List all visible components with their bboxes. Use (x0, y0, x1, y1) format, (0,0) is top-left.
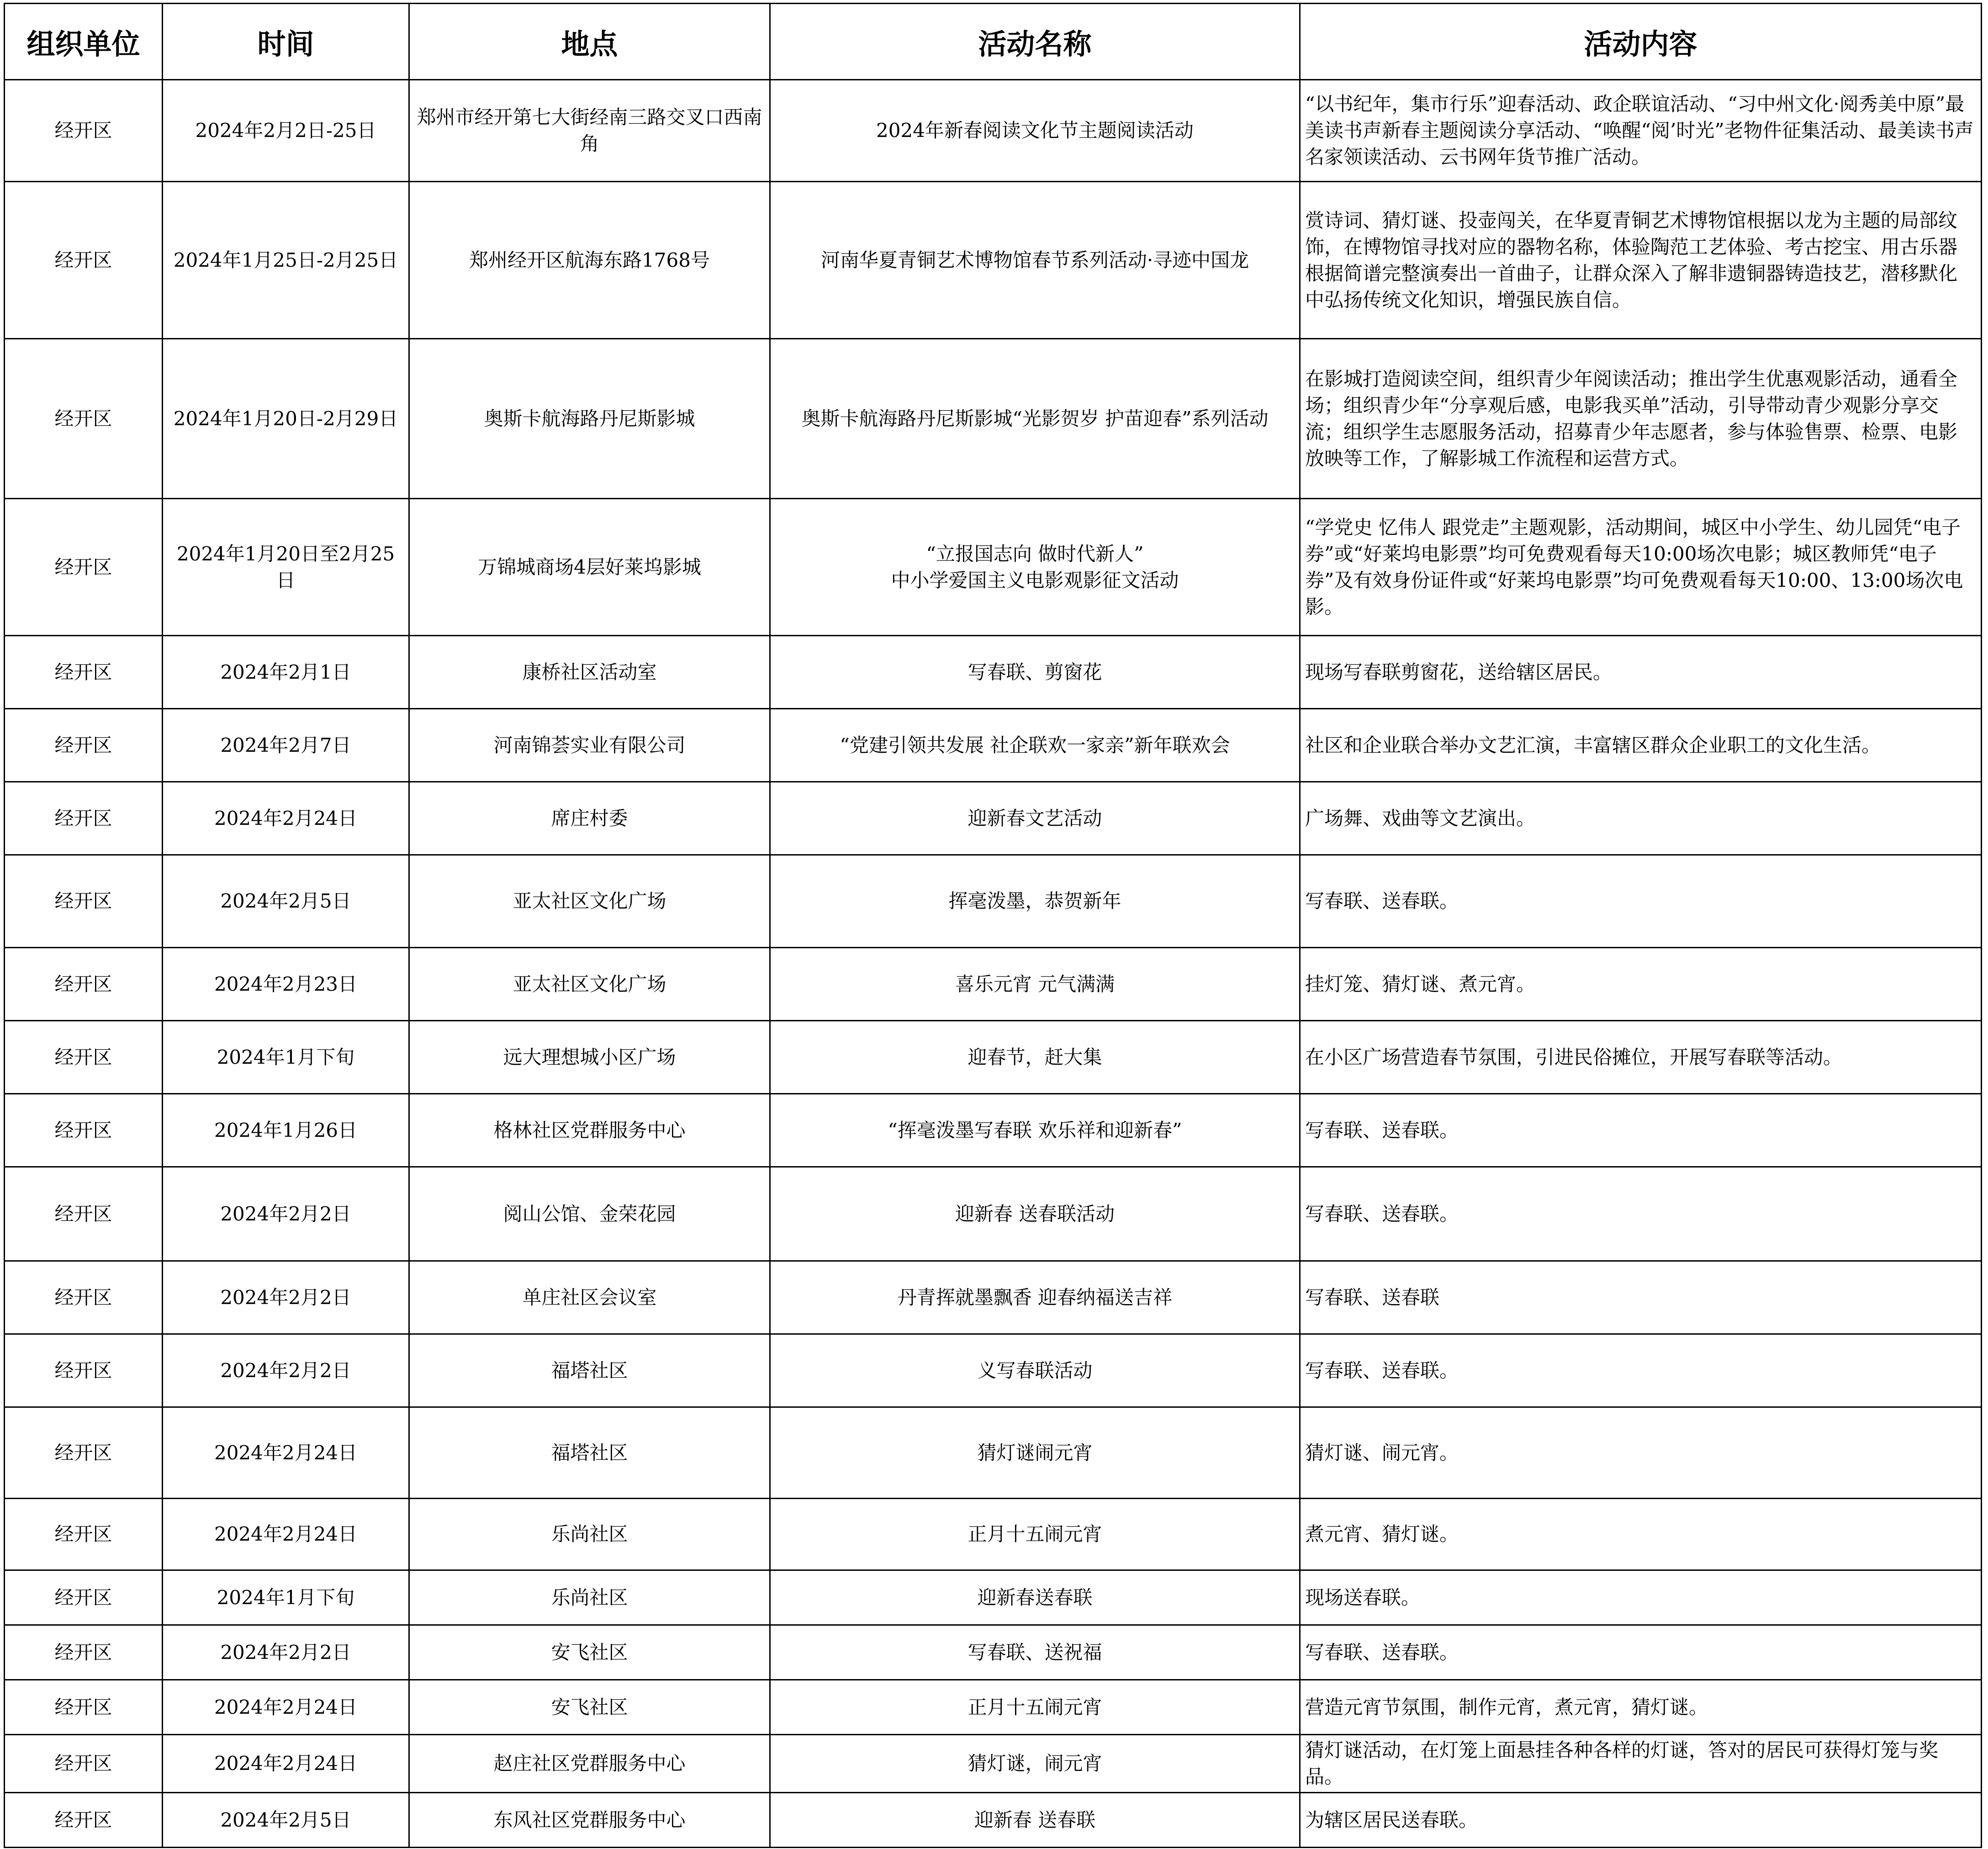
cell-activity-content: 写春联、送春联。 (1300, 1167, 1982, 1261)
cell-activity-content: 为辖区居民送春联。 (1300, 1793, 1982, 1848)
cell-unit: 经开区 (5, 1407, 163, 1499)
cell-unit: 经开区 (5, 1167, 163, 1261)
cell-activity-name: 迎新春文艺活动 (770, 782, 1300, 855)
header-activity-name: 活动名称 (770, 4, 1300, 80)
cell-unit: 经开区 (5, 782, 163, 855)
cell-place: 远大理想城小区广场 (409, 1021, 770, 1094)
cell-place: 河南锦荟实业有限公司 (409, 709, 770, 782)
cell-activity-name: 迎春节，赶大集 (770, 1021, 1300, 1094)
cell-place: 福塔社区 (409, 1407, 770, 1499)
cell-activity-content: 在小区广场营造春节氛围，引进民俗摊位，开展写春联等活动。 (1300, 1021, 1982, 1094)
activity-table (4, 3, 1982, 1848)
cell-activity-name: 丹青挥就墨飘香 迎春纳福送吉祥 (770, 1261, 1300, 1334)
cell-activity-content: 写春联、送春联。 (1300, 1334, 1982, 1407)
table-row (5, 1625, 1982, 1680)
cell-place: 万锦城商场4层好莱坞影城 (409, 499, 770, 636)
cell-place: 赵庄社区党群服务中心 (409, 1735, 770, 1793)
cell-time: 2024年2月2日 (163, 1261, 409, 1334)
cell-time: 2024年2月2日 (163, 1625, 409, 1680)
cell-activity-name: 迎新春 送春联 (770, 1793, 1300, 1848)
cell-place: 阅山公馆、金荣花园 (409, 1167, 770, 1261)
cell-place: 东风社区党群服务中心 (409, 1793, 770, 1848)
cell-unit: 经开区 (5, 1334, 163, 1407)
header-place: 地点 (409, 4, 770, 80)
cell-activity-name: 迎新春 送春联活动 (770, 1167, 1300, 1261)
cell-unit: 经开区 (5, 1499, 163, 1570)
cell-activity-name: 喜乐元宵 元气满满 (770, 948, 1300, 1021)
table-row (5, 636, 1982, 709)
header-activity-content: 活动内容 (1300, 4, 1982, 80)
table-row (5, 1680, 1982, 1735)
cell-time: 2024年1月20日至2月25日 (163, 499, 409, 636)
table-row (5, 709, 1982, 782)
cell-unit: 经开区 (5, 1570, 163, 1625)
cell-activity-content: “以书纪年，集市行乐”迎春活动、政企联谊活动、“习中州文化·阅秀美中原”最美读书声新春主题阅读分享活动、“唤醒“阅’时光”老物件征集活动、最美读书声名家领读活动、云书网年货节推广活动。 (1300, 80, 1982, 182)
cell-activity-content: 写春联、送春联 (1300, 1261, 1982, 1334)
cell-time: 2024年2月1日 (163, 636, 409, 709)
cell-time: 2024年2月24日 (163, 782, 409, 855)
table-row (5, 855, 1982, 948)
cell-activity-content: 社区和企业联合举办文艺汇演，丰富辖区群众企业职工的文化生活。 (1300, 709, 1982, 782)
cell-unit: 经开区 (5, 948, 163, 1021)
cell-unit: 经开区 (5, 1625, 163, 1680)
cell-time: 2024年2月24日 (163, 1499, 409, 1570)
cell-unit: 经开区 (5, 1094, 163, 1167)
table-row (5, 1167, 1982, 1261)
cell-time: 2024年1月20日-2月29日 (163, 339, 409, 499)
cell-time: 2024年2月5日 (163, 855, 409, 948)
cell-activity-content: 写春联、送春联。 (1300, 1094, 1982, 1167)
cell-activity-name: 写春联、剪窗花 (770, 636, 1300, 709)
cell-place: 乐尚社区 (409, 1499, 770, 1570)
cell-activity-name: 义写春联活动 (770, 1334, 1300, 1407)
cell-activity-name: 2024年新春阅读文化节主题阅读活动 (770, 80, 1300, 182)
cell-place: 安飞社区 (409, 1625, 770, 1680)
cell-time: 2024年2月7日 (163, 709, 409, 782)
cell-activity-name: 正月十五闹元宵 (770, 1499, 1300, 1570)
cell-unit: 经开区 (5, 1793, 163, 1848)
header-time: 时间 (163, 4, 409, 80)
cell-activity-name: 挥毫泼墨，恭贺新年 (770, 855, 1300, 948)
cell-time: 2024年2月5日 (163, 1793, 409, 1848)
cell-time: 2024年2月2日 (163, 1167, 409, 1261)
cell-activity-content: 营造元宵节氛围，制作元宵，煮元宵，猜灯谜。 (1300, 1680, 1982, 1735)
table-row (5, 782, 1982, 855)
cell-unit: 经开区 (5, 1735, 163, 1793)
cell-time: 2024年1月25日-2月25日 (163, 182, 409, 339)
cell-activity-name: “党建引领共发展 社企联欢一家亲”新年联欢会 (770, 709, 1300, 782)
cell-activity-name: 河南华夏青铜艺术博物馆春节系列活动·寻迹中国龙 (770, 182, 1300, 339)
cell-place: 单庄社区会议室 (409, 1261, 770, 1334)
cell-unit: 经开区 (5, 182, 163, 339)
table-row (5, 1735, 1982, 1793)
cell-activity-name: 写春联、送祝福 (770, 1625, 1300, 1680)
cell-place: 亚太社区文化广场 (409, 855, 770, 948)
header-row (5, 4, 1982, 80)
cell-unit: 经开区 (5, 499, 163, 636)
cell-activity-name: 正月十五闹元宵 (770, 1680, 1300, 1735)
cell-unit: 经开区 (5, 339, 163, 499)
table-row (5, 182, 1982, 339)
cell-time: 2024年2月24日 (163, 1735, 409, 1793)
table-row (5, 339, 1982, 499)
cell-place: 郑州市经开第七大街经南三路交叉口西南角 (409, 80, 770, 182)
cell-activity-content: 在影城打造阅读空间，组织青少年阅读活动；推出学生优惠观影活动，通看全场；组织青少年“分享观后感，电影我买单”活动，引导带动青少观影分享交流；组织学生志愿服务活动，招募青少年志愿者，参与体验售票、检票、电影放映等工作，了解影城工作流程和运营方式。 (1300, 339, 1982, 499)
cell-time: 2024年1月26日 (163, 1094, 409, 1167)
cell-place: 乐尚社区 (409, 1570, 770, 1625)
cell-unit: 经开区 (5, 1261, 163, 1334)
cell-time: 2024年1月下旬 (163, 1021, 409, 1094)
cell-unit: 经开区 (5, 855, 163, 948)
cell-place: 安飞社区 (409, 1680, 770, 1735)
table-row (5, 1499, 1982, 1570)
cell-activity-content: 赏诗词、猜灯谜、投壶闯关，在华夏青铜艺术博物馆根据以龙为主题的局部纹饰，在博物馆寻找对应的器物名称，体验陶范工艺体验、考古挖宝、用古乐器根据简谱完整演奏出一首曲子，让群众深入了解非遗铜器铸造技艺，潜移默化中弘扬传统文化知识，增强民族自信。 (1300, 182, 1982, 339)
cell-unit: 经开区 (5, 636, 163, 709)
cell-unit: 经开区 (5, 1680, 163, 1735)
table-row (5, 948, 1982, 1021)
cell-place: 康桥社区活动室 (409, 636, 770, 709)
cell-activity-content: 煮元宵、猜灯谜。 (1300, 1499, 1982, 1570)
cell-activity-content: 广场舞、戏曲等文艺演出。 (1300, 782, 1982, 855)
cell-time: 2024年1月下旬 (163, 1570, 409, 1625)
table-row (5, 80, 1982, 182)
cell-time: 2024年2月2日-25日 (163, 80, 409, 182)
cell-place: 亚太社区文化广场 (409, 948, 770, 1021)
cell-place: 郑州经开区航海东路1768号 (409, 182, 770, 339)
cell-activity-content: 挂灯笼、猜灯谜、煮元宵。 (1300, 948, 1982, 1021)
table-row (5, 1570, 1982, 1625)
table-row (5, 1261, 1982, 1334)
cell-activity-name: “挥毫泼墨写春联 欢乐祥和迎新春” (770, 1094, 1300, 1167)
table-row (5, 499, 1982, 636)
table-row (5, 1407, 1982, 1499)
cell-place: 格林社区党群服务中心 (409, 1094, 770, 1167)
cell-activity-content: 写春联、送春联。 (1300, 855, 1982, 948)
cell-activity-name: “立报国志向 做时代新人” 中小学爱国主义电影观影征文活动 (770, 499, 1300, 636)
cell-unit: 经开区 (5, 709, 163, 782)
header-unit: 组织单位 (5, 4, 163, 80)
cell-time: 2024年2月2日 (163, 1334, 409, 1407)
cell-activity-name: 迎新春送春联 (770, 1570, 1300, 1625)
cell-activity-content: 现场送春联。 (1300, 1570, 1982, 1625)
cell-activity-content: 写春联、送春联。 (1300, 1625, 1982, 1680)
cell-unit: 经开区 (5, 80, 163, 182)
cell-unit: 经开区 (5, 1021, 163, 1094)
cell-time: 2024年2月23日 (163, 948, 409, 1021)
table-row (5, 1021, 1982, 1094)
cell-place: 席庄村委 (409, 782, 770, 855)
cell-activity-name: 奥斯卡航海路丹尼斯影城“光影贺岁 护苗迎春”系列活动 (770, 339, 1300, 499)
cell-place: 福塔社区 (409, 1334, 770, 1407)
cell-activity-content: “学党史 忆伟人 跟党走”主题观影，活动期间，城区中小学生、幼儿园凭“电子券”或“好莱坞电影票”均可免费观看每天10:00场次电影；城区教师凭“电子券”及有效身份证件或“好莱坞电影票”均可免费观看每天10:00、13:00场次电影。 (1300, 499, 1982, 636)
table-row (5, 1334, 1982, 1407)
table-row (5, 1793, 1982, 1848)
cell-activity-content: 现场写春联剪窗花，送给辖区居民。 (1300, 636, 1982, 709)
cell-activity-content: 猜灯谜活动，在灯笼上面悬挂各种各样的灯谜，答对的居民可获得灯笼与奖品。 (1300, 1735, 1982, 1793)
cell-activity-content: 猜灯谜、闹元宵。 (1300, 1407, 1982, 1499)
cell-activity-name: 猜灯谜闹元宵 (770, 1407, 1300, 1499)
cell-time: 2024年2月24日 (163, 1407, 409, 1499)
table-row (5, 1094, 1982, 1167)
cell-place: 奥斯卡航海路丹尼斯影城 (409, 339, 770, 499)
cell-activity-name: 猜灯谜，闹元宵 (770, 1735, 1300, 1793)
cell-time: 2024年2月24日 (163, 1680, 409, 1735)
